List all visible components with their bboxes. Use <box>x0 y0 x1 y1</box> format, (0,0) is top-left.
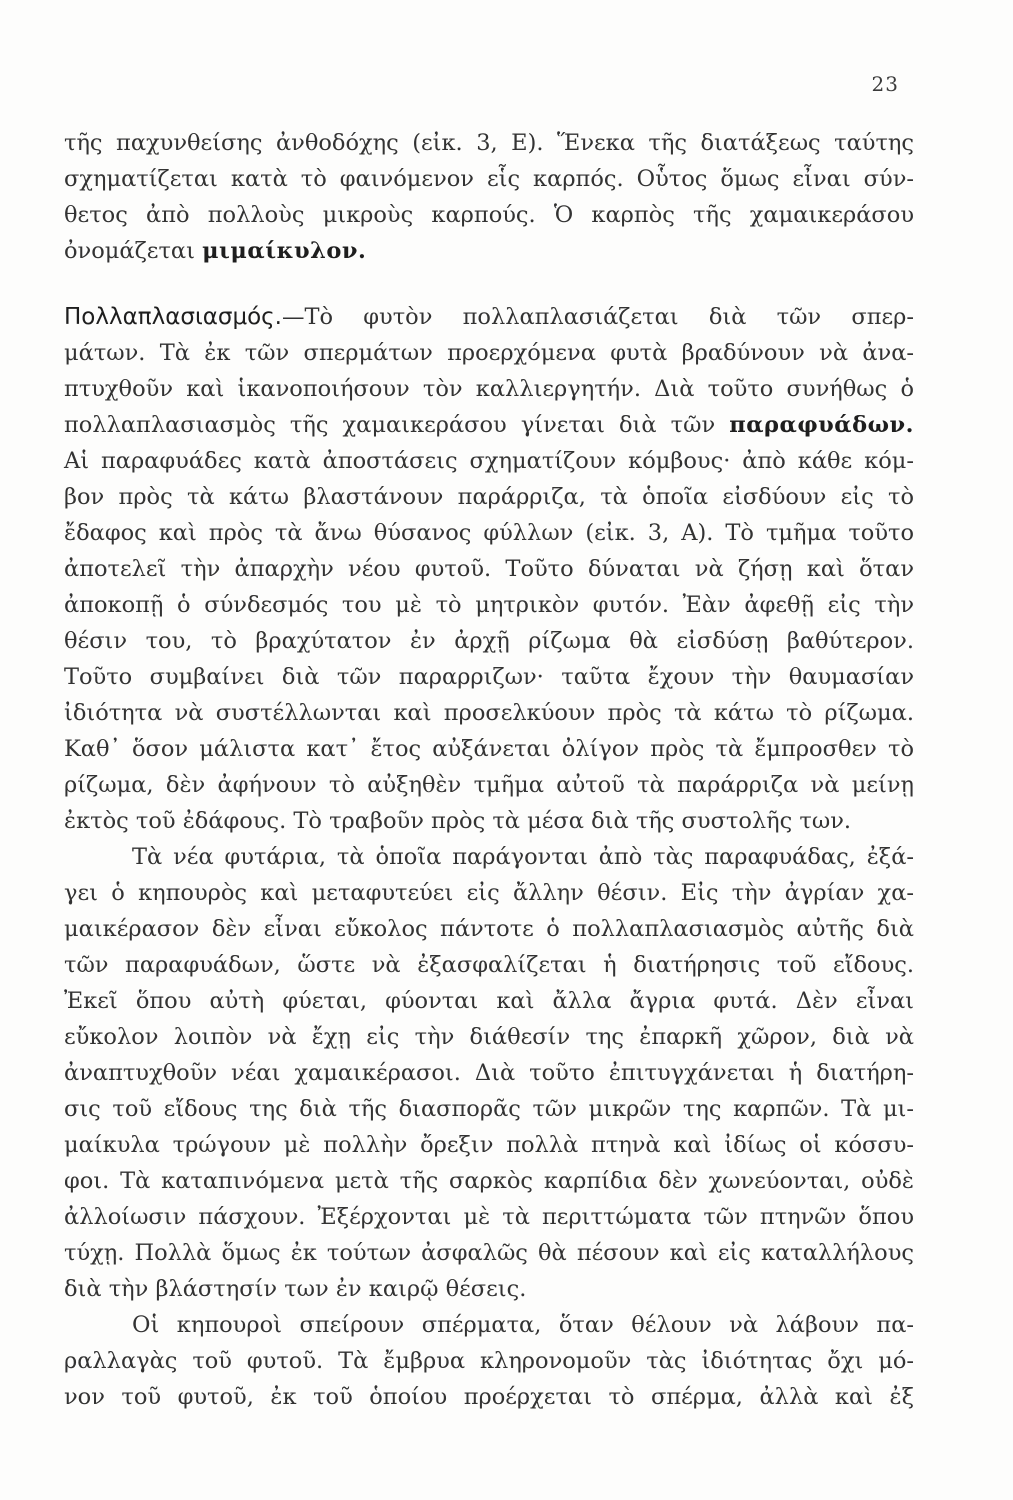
section-multiplication-line-6: βον πρὸς τὰ κάτω βλαστάνουν παράρριζα, τὰ ὁποῖα εἰσδύουν εἰς τὸ <box>64 484 914 510</box>
paragraph-4-line-3: νον τοῦ φυτοῦ, ἐκ τοῦ ὁποίου προέρχεται τὸ σπέρμα, ἀλλὰ καὶ ἐξ <box>64 1384 914 1410</box>
paragraph-3-line-10: φοι. Τὰ καταπινόμενα μετὰ τῆς σαρκὸς καρπίδια δὲν χωνεύονται, οὐδὲ <box>64 1168 914 1194</box>
paragraph-3-line-3: μαικέρασον δὲν εἶναι εὔκολος πάντοτε ὁ πολλαπλασιασμὸς αὐτῆς διὰ <box>64 916 914 942</box>
paragraph-3-line-4: τῶν παραφυάδων, ὥστε νὰ ἐξασφαλίζεται ἡ διατήρησις τοῦ εἴδους. <box>64 952 914 978</box>
paragraph-3-line-1: Τὰ νέα φυτάρια, τὰ ὁποῖα παράγονται ἀπὸ τὰς παραφυάδας, ἐξά- <box>132 844 914 870</box>
paragraph-3-line-11: ἀλλοίωσιν πάσχουν. Ἐξέρχονται μὲ τὰ περιττώματα τῶν πτηνῶν ὅπου <box>64 1204 914 1230</box>
term-mimaikylon: μιμαίκυλον. <box>202 238 367 264</box>
paragraph-3-line-7: ἀναπτυχθοῦν νέαι χαμαικέρασοι. Διὰ τοῦτο ἐπιτυγχάνεται ἡ διατήρη- <box>64 1060 914 1086</box>
section-multiplication-line-9: ἀποκοπῇ ὁ σύνδεσμός του μὲ τὸ μητρικὸν φυτόν. Ἐὰν ἀφεθῇ εἰς τὴν <box>64 592 914 618</box>
section-multiplication-line-14: ρίζωμα, δὲν ἀφήνουν τὸ αὐξηθὲν τμῆμα αὐτοῦ τὰ παράρριζα νὰ μείνῃ <box>64 772 914 798</box>
section-multiplication-line-3: πτυχθοῦν καὶ ἱκανοποιήσουν τὸν καλλιεργητήν. Διὰ τοῦτο συνήθως ὁ <box>64 376 914 402</box>
section-multiplication-line-1-text: —Τὸ φυτὸν πολλαπλασιάζεται διὰ τῶν σπερ- <box>281 304 914 330</box>
section-multiplication-line-11: Τοῦτο συμβαίνει διὰ τῶν παραρριζων· ταῦτα ἔχουν τὴν θαυμασίαν <box>64 664 914 690</box>
page-number: 23 <box>871 72 899 96</box>
paragraph-4-line-2: ραλλαγὰς τοῦ φυτοῦ. Τὰ ἔμβρυα κληρονομοῦν τὰς ἰδιότητας ὄχι μό- <box>64 1348 914 1374</box>
paragraph-3-line-13: διὰ τὴν βλάστησίν των ἐν καιρῷ θέσεις. <box>64 1276 527 1302</box>
paragraph-3-line-9: μαίκυλα τρώγουν μὲ πολλὴν ὄρεξιν πολλὰ πτηνὰ καὶ ἰδίως οἱ κόσσυ- <box>64 1132 914 1158</box>
section-heading: Πολλαπλασιασμός. <box>64 304 282 330</box>
paragraph-3-line-8: σις τοῦ εἴδους της διὰ τῆς διασπορᾶς τῶν μικρῶν της καρπῶν. Τὰ μι- <box>64 1096 914 1122</box>
section-multiplication-line-7: ἔδαφος καὶ πρὸς τὰ ἄνω θύσανος φύλλων (εἰκ. 3, Α). Τὸ τμῆμα τοῦτο <box>64 520 914 546</box>
section-multiplication-line-4-text: πολλαπλασιασμὸς τῆς χαμαικεράσου γίνεται διὰ τῶν <box>64 412 730 438</box>
section-multiplication-line-2: μάτων. Τὰ ἐκ τῶν σπερμάτων προερχόμενα φυτὰ βραδύνουν νὰ ἀνα- <box>64 340 914 366</box>
paragraph-1-line-1: τῆς παχυνθείσης ἀνθοδόχης (εἰκ. 3, Ε). Ἕνεκα τῆς διατάξεως ταύτης <box>64 130 914 156</box>
paragraph-1-line-4-text: ὀνομάζεται <box>64 238 203 264</box>
section-multiplication-line-1 <box>64 302 914 332</box>
section-multiplication-line-4 <box>64 410 914 440</box>
paragraph-3-line-6: εὔκολον λοιπὸν νὰ ἔχῃ εἰς τὴν διάθεσίν της ἐπαρκῆ χῶρον, διὰ νὰ <box>64 1024 914 1050</box>
paragraph-3-line-5: Ἐκεῖ ὅπου αὐτὴ φύεται, φύονται καὶ ἄλλα ἄγρια φυτά. Δὲν εἶναι <box>64 988 914 1014</box>
section-multiplication-line-13: Καθ᾽ ὅσον μάλιστα κατ᾽ ἔτος αὐξάνεται ὀλίγον πρὸς τὰ ἔμπροσθεν τὸ <box>64 736 914 762</box>
paragraph-3-line-2: γει ὁ κηπουρὸς καὶ μεταφυτεύει εἰς ἄλλην θέσιν. Εἰς τὴν ἀγρίαν χα- <box>64 880 914 906</box>
section-multiplication-line-10: θέσιν του, τὸ βραχύτατον ἐν ἀρχῇ ρίζωμα θὰ εἰσδύσῃ βαθύτερον. <box>64 628 914 654</box>
section-multiplication-line-5: Αἱ παραφυάδες κατὰ ἀποστάσεις σχηματίζουν κόμβους· ἀπὸ κάθε κόμ- <box>64 448 914 474</box>
term-parafyades: παραφυάδων. <box>729 412 914 438</box>
paragraph-1-line-2: σχηματίζεται κατὰ τὸ φαινόμενον εἷς καρπός. Οὗτος ὅμως εἶναι σύν- <box>64 166 914 192</box>
paragraph-3-line-12: τύχῃ. Πολλὰ ὅμως ἐκ τούτων ἀσφαλῶς θὰ πέσουν καὶ εἰς καταλλήλους <box>64 1240 914 1266</box>
section-multiplication-line-8: ἀποτελεῖ τὴν ἀπαρχὴν νέου φυτοῦ. Τοῦτο δύναται νὰ ζήσῃ καὶ ὅταν <box>64 556 914 582</box>
paragraph-1-line-4 <box>64 236 914 266</box>
paragraph-4-line-1: Οἱ κηπουροὶ σπείρουν σπέρματα, ὅταν θέλουν νὰ λάβουν πα- <box>132 1312 914 1338</box>
section-multiplication-line-15: ἐκτὸς τοῦ ἐδάφους. Τὸ τραβοῦν πρὸς τὰ μέσα διὰ τῆς συστολῆς των. <box>64 808 852 834</box>
paragraph-1-line-3: θετος ἀπὸ πολλοὺς μικροὺς καρπούς. Ὁ καρπὸς τῆς χαμαικεράσου <box>64 202 914 228</box>
section-multiplication-line-12: ἰδιότητα νὰ συστέλλωνται καὶ προσελκύουν πρὸς τὰ κάτω τὸ ρίζωμα. <box>64 700 914 726</box>
